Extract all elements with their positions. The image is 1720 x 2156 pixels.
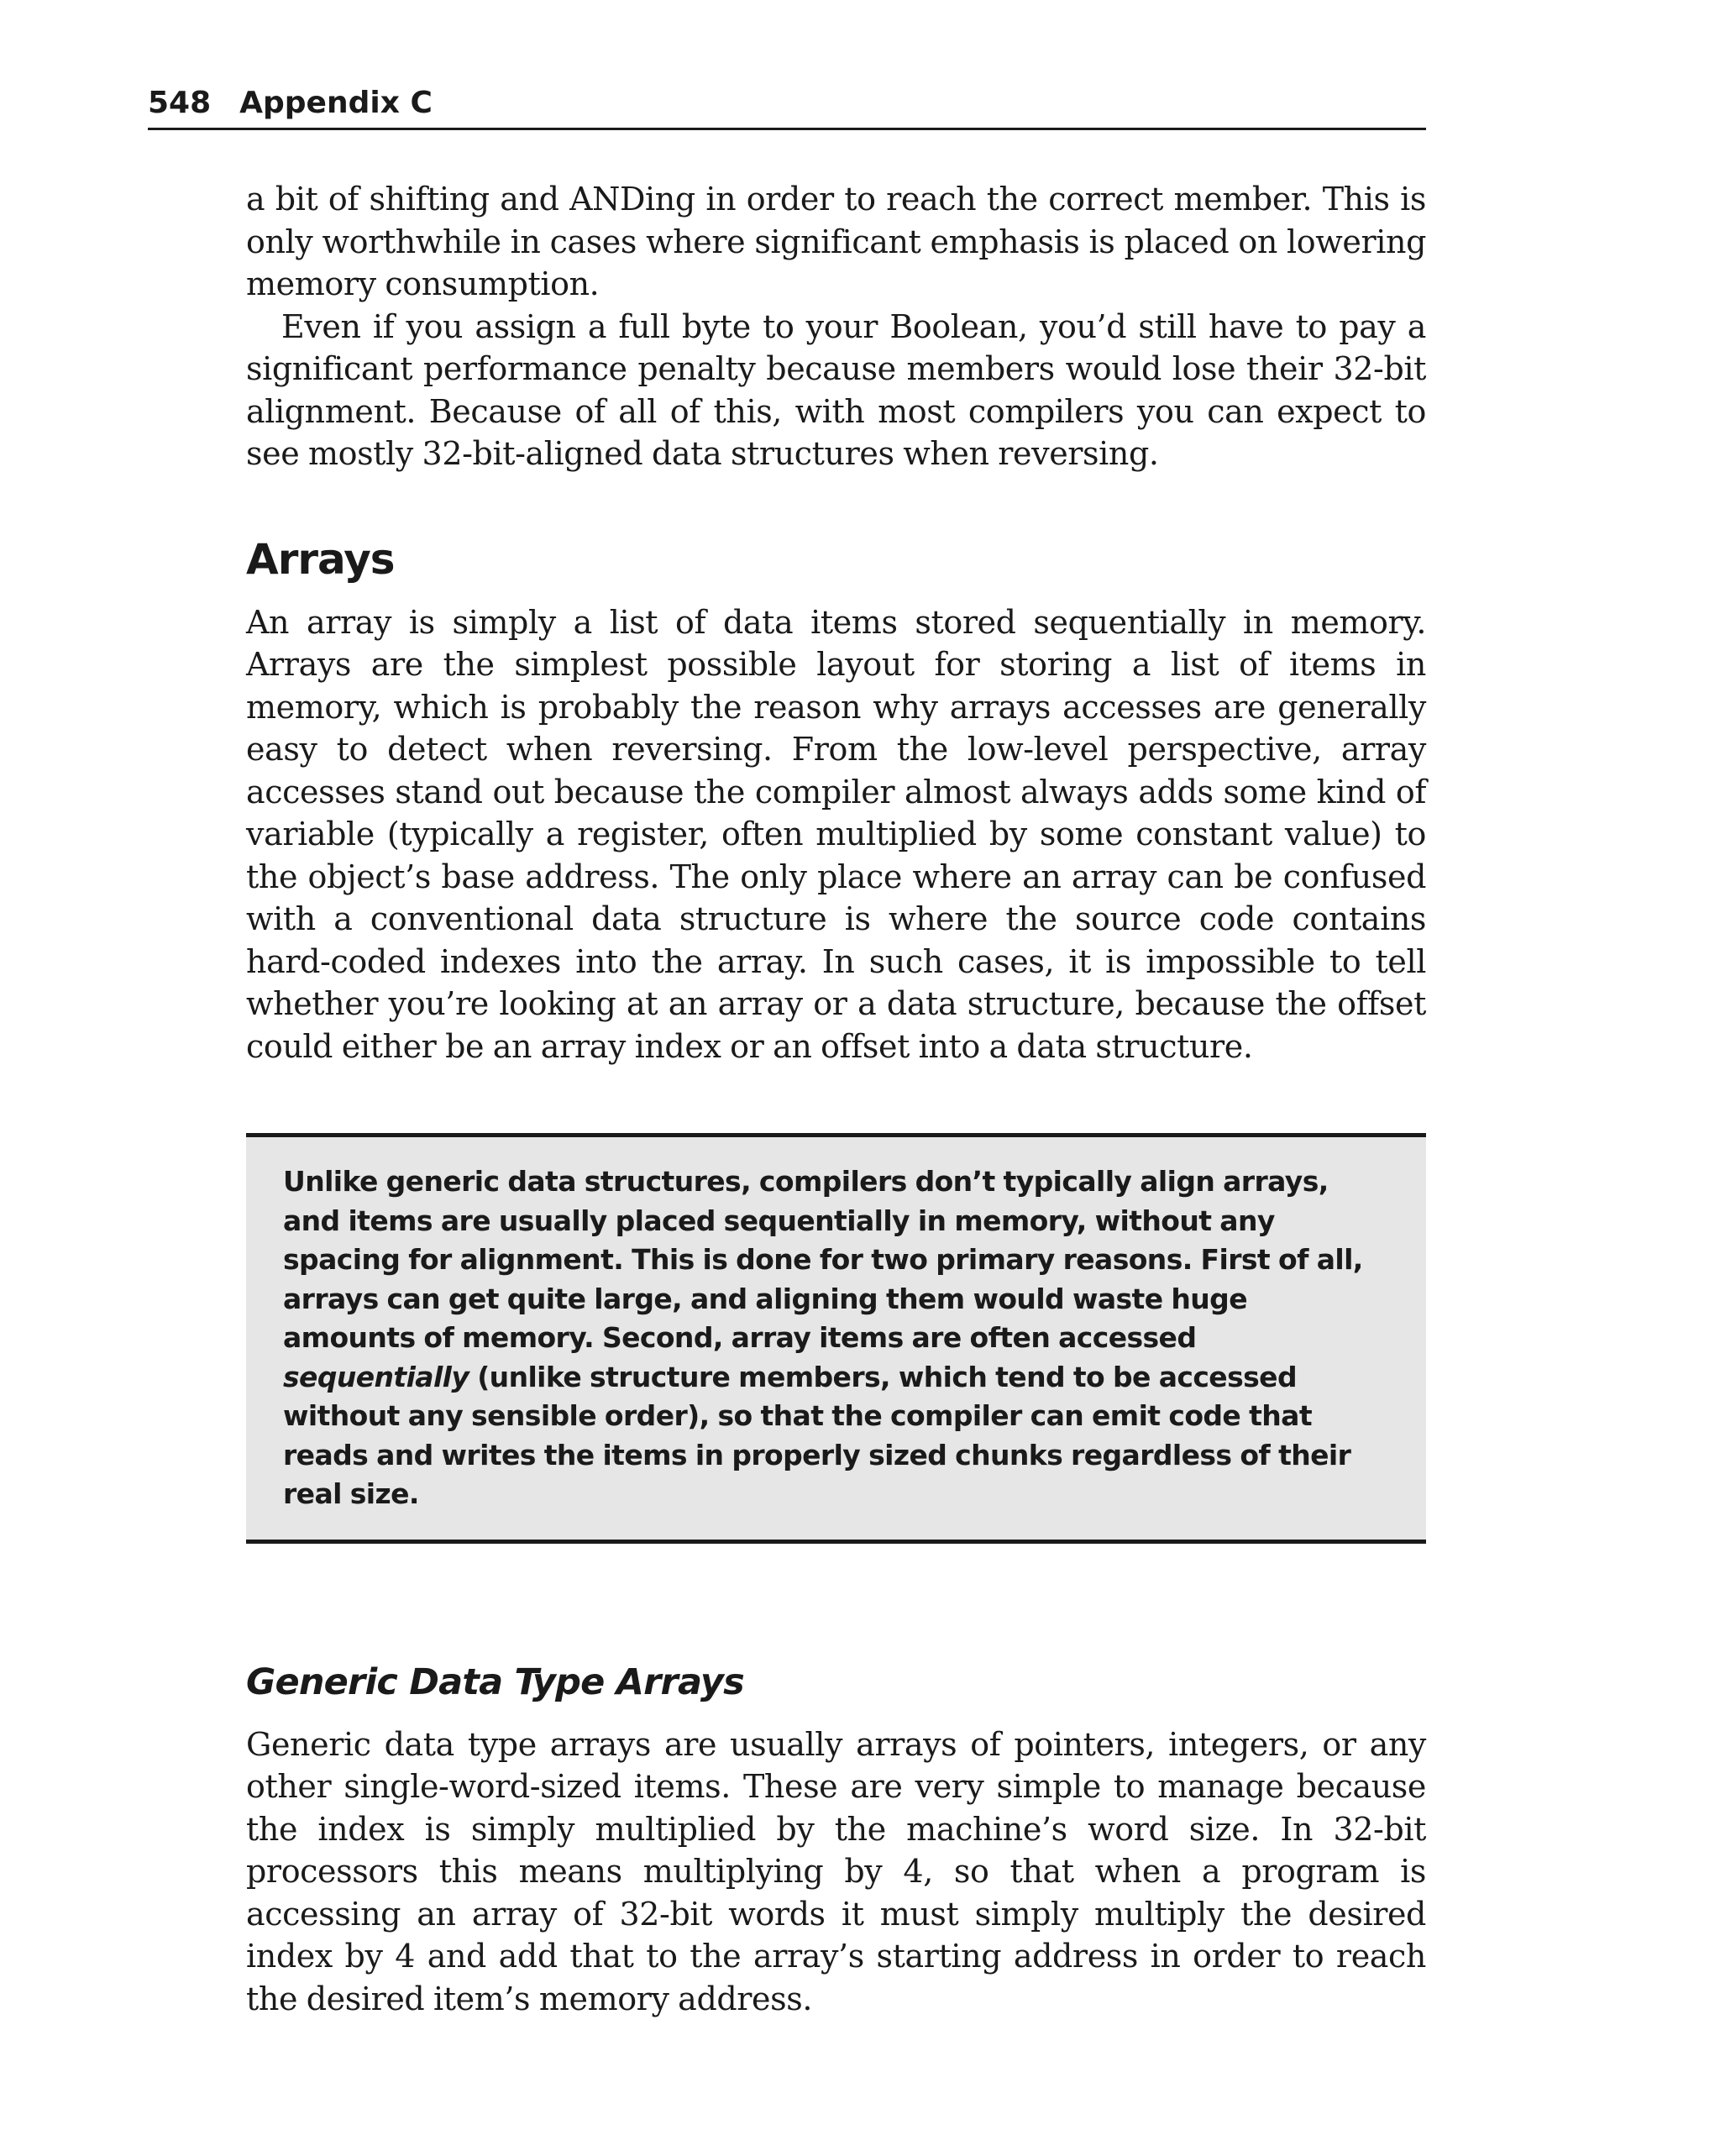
running-header: [148, 84, 1426, 130]
chapter-title: Appendix C: [239, 86, 433, 120]
paragraph-generic-arrays: Generic data type arrays are usually arrays of pointers, integers, or any other single-word-sized items. These are very simple to manage because the index is simply multiplied by the machine’s word size. In 32-bit processors this means multiplying by 4, so that when a program is accessing an array of 32-bit words it must simply multiply the desired index by 4 and add that to the array’s starting address in order to reach the desired item’s memory address.: [246, 1725, 1426, 2017]
note-box: [246, 1133, 1426, 1544]
note-emphasis: sequentially: [283, 1360, 469, 1393]
subsection-heading-generic-arrays: Generic Data Type Arrays: [246, 1660, 744, 1703]
section-heading-arrays: Arrays: [246, 534, 395, 584]
page-body: [246, 178, 1426, 2020]
paragraph-continued: a bit of shifting and ANDing in order to reach the correct member. This is only worthwhile in cases where significant emphasis is placed on lowering memory consumption.: [246, 181, 1426, 302]
paragraph-boolean-alignment: Even if you assign a full byte to your Boolean, you’d still have to pay a significant performance penalty because members would lose their 32-bit alignment. Because of all of this, with most compilers you can expect to see mostly 32-bit-aligned data structures when reversing.: [246, 307, 1426, 472]
note-text-start: Unlike generic data structures, compilers don’t typically align arrays, and items are usually placed sequentially in memory, without any spacing for alignment. This is done for two primary reasons. First of all, arrays can get quite large, and aligning them would waste huge amounts of memory. Second, array items are often accessed: [283, 1165, 1363, 1354]
page-number: 548: [148, 86, 212, 120]
note-text-end: (unlike structure members, which tend to be accessed without any sensible order), so that the compiler can emit code that reads and writes the items in properly sized chunks regardless of their real size.: [283, 1360, 1351, 1510]
paragraph-arrays-intro: An array is simply a list of data items stored sequentially in memory. Arrays are the simplest possible layout for storing a list of items in memory, which is probably the reason why arrays accesses are generally easy to detect when reversing. From the low-level perspective, array accesses stand out because the compiler almost always adds some kind of variable (typically a register, often multiplied by some constant value) to the object’s base address. The only place where an array can be confused with a conventional data structure is where the source code contains hard-coded indexes into the array. In such cases, it is impossible to tell whether you’re looking at an array or a data structure, because the offset could either be an array index or an offset into a data structure.: [246, 603, 1426, 1065]
